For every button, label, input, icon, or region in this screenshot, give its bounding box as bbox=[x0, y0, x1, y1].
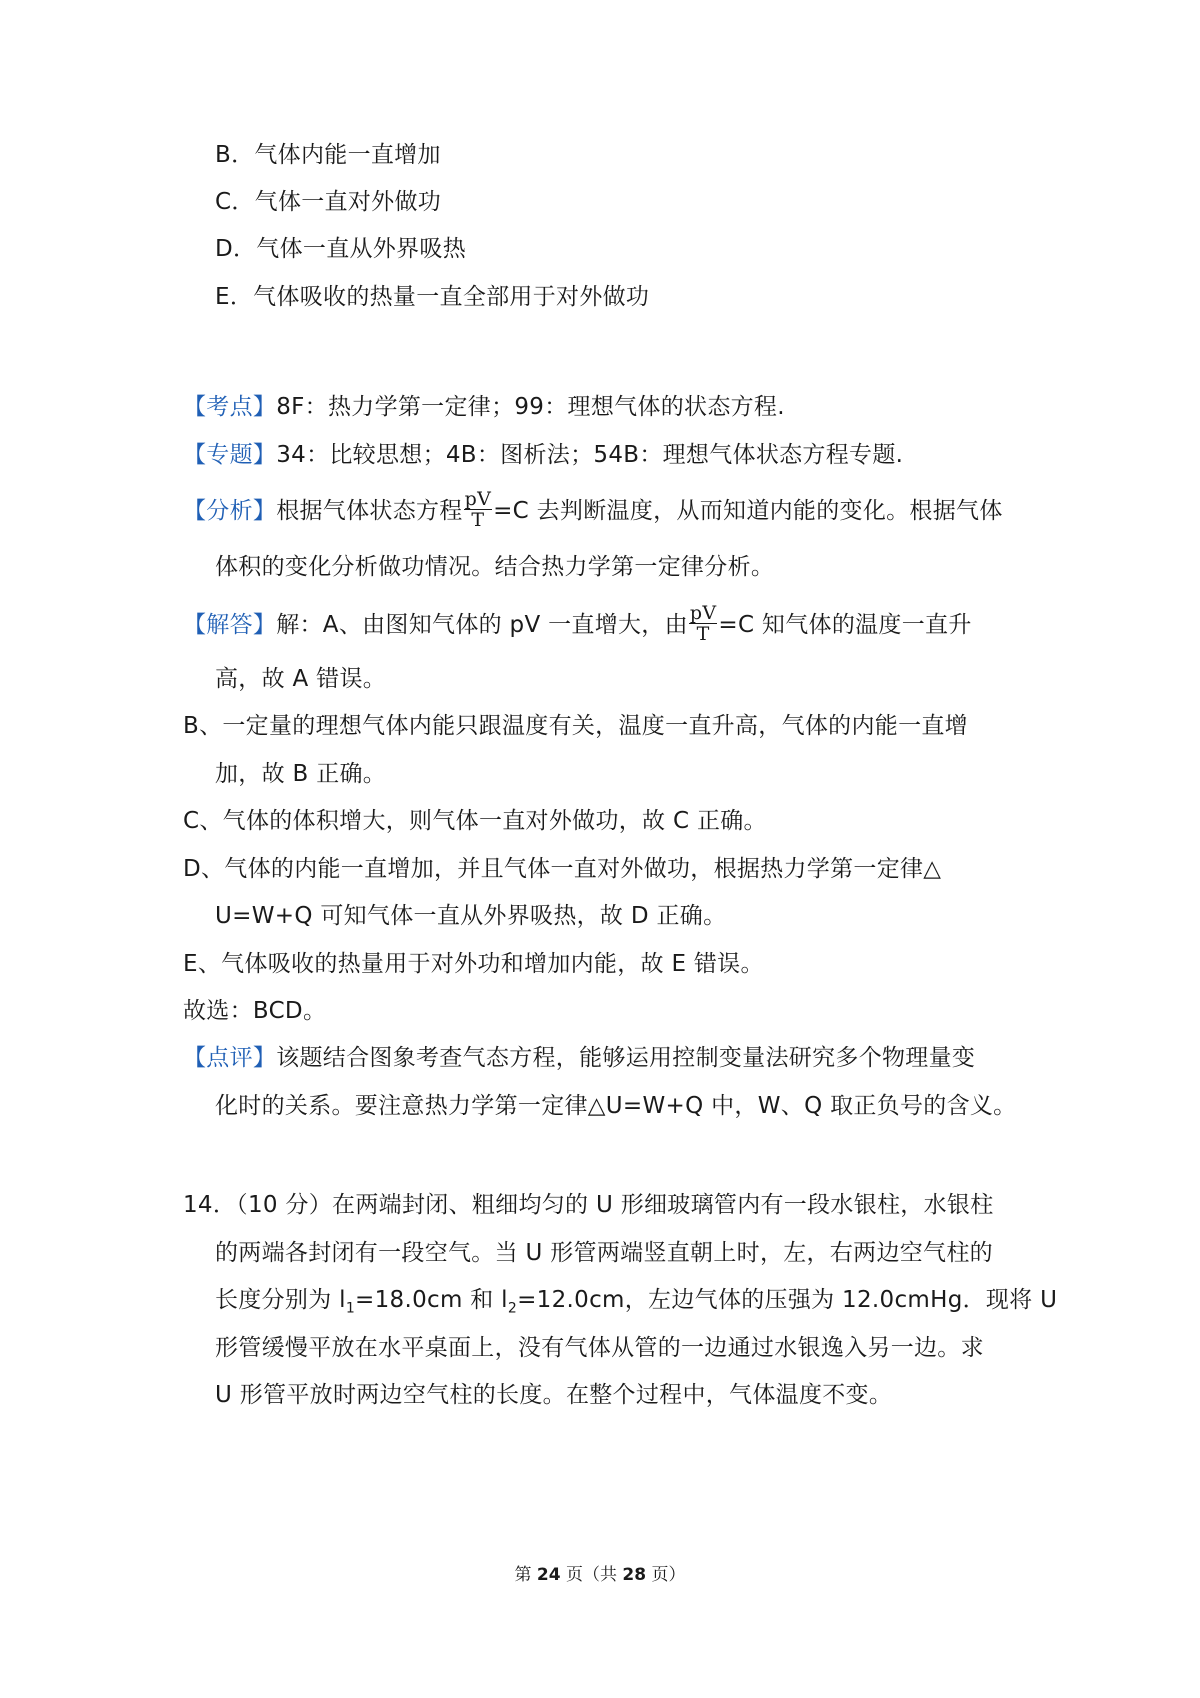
q14-line5: U 形管平放时两边空气柱的长度。在整个过程中，气体温度不变。 bbox=[215, 1382, 893, 1408]
footer-total-pages: 28 bbox=[622, 1565, 647, 1585]
footer-mid: 页（共 bbox=[566, 1565, 617, 1585]
kaodian-tag: 【考点】 bbox=[183, 394, 277, 420]
q14-line2: 的两端各封闭有一段空气。当 U 形管两端竖直朝上时，左，右两边空气柱的 bbox=[215, 1240, 993, 1266]
jieda-frac-num: pV bbox=[689, 602, 717, 624]
fenxi-frac-den: T bbox=[471, 509, 485, 531]
footer-page-number: 24 bbox=[536, 1565, 561, 1585]
jieda-line2: 高，故 A 错误。 bbox=[215, 666, 387, 692]
jieda-frac-den: T bbox=[696, 623, 710, 645]
dianping-line2: 化时的关系。要注意热力学第一定律△U=W+Q 中，W、Q 取正负号的含义。 bbox=[215, 1093, 1017, 1119]
jieda-line bbox=[183, 602, 972, 646]
dianping-tag: 【点评】 bbox=[183, 1045, 277, 1071]
jieda-tag: 【解答】 bbox=[183, 612, 277, 638]
page-footer bbox=[0, 1560, 1200, 1585]
q14-line3-a: 长度分别为 l bbox=[215, 1287, 346, 1313]
jieda-fraction bbox=[689, 603, 717, 644]
kaodian-line bbox=[183, 392, 785, 422]
option-c: C．气体一直对外做功 bbox=[215, 189, 442, 215]
fenxi-line bbox=[183, 488, 1003, 532]
zhuanti-text: 34：比较思想；4B：图析法；54B：理想气体状态方程专题. bbox=[276, 442, 904, 468]
jieda-d2: U=W+Q 可知气体一直从外界吸热，故 D 正确。 bbox=[215, 903, 727, 929]
option-b: B．气体内能一直增加 bbox=[215, 142, 441, 168]
jieda-e1: E、气体吸收的热量用于对外功和增加内能，故 E 错误。 bbox=[183, 951, 764, 977]
q14-sub2: 2 bbox=[507, 1300, 518, 1317]
fenxi-fraction bbox=[464, 489, 492, 530]
jieda-answer: 故选：BCD。 bbox=[183, 998, 327, 1024]
zhuanti-line bbox=[183, 440, 903, 470]
fenxi-frac-num: pV bbox=[464, 488, 492, 510]
q14-line3-b: =18.0cm 和 l bbox=[355, 1287, 508, 1313]
kaodian-text: 8F：热力学第一定律；99：理想气体的状态方程. bbox=[276, 394, 785, 420]
q14-line4: 形管缓慢平放在水平桌面上，没有气体从管的一边通过水银逸入另一边。求 bbox=[215, 1335, 984, 1361]
dianping-text: 该题结合图象考查气态方程，能够运用控制变量法研究多个物理量变 bbox=[276, 1045, 976, 1071]
jieda-b1: B、一定量的理想气体内能只跟温度有关，温度一直升高，气体的内能一直增 bbox=[183, 713, 968, 739]
jieda-text-after: =C 知气体的温度一直升 bbox=[718, 612, 972, 638]
fenxi-text-before: 根据气体状态方程 bbox=[276, 498, 463, 524]
q14-sub1: 1 bbox=[345, 1300, 356, 1317]
q14-line3-c: =12.0cm，左边气体的压强为 12.0cmHg．现将 U bbox=[517, 1287, 1058, 1313]
footer-pre: 第 bbox=[514, 1565, 532, 1585]
footer-post: 页） bbox=[651, 1565, 686, 1585]
jieda-b2: 加，故 B 正确。 bbox=[215, 761, 387, 787]
jieda-c1: C、气体的体积增大，则气体一直对外做功，故 C 正确。 bbox=[183, 808, 767, 834]
fenxi-line2: 体积的变化分析做功情况。结合热力学第一定律分析。 bbox=[215, 554, 775, 580]
dianping-line bbox=[183, 1043, 975, 1073]
zhuanti-tag: 【专题】 bbox=[183, 442, 277, 468]
option-e: E．气体吸收的热量一直全部用于对外做功 bbox=[215, 284, 650, 310]
jieda-text-before: 解：A、由图知气体的 pV 一直增大，由 bbox=[276, 612, 688, 638]
fenxi-tag: 【分析】 bbox=[183, 498, 277, 524]
option-d: D．气体一直从外界吸热 bbox=[215, 236, 467, 262]
jieda-d1: D、气体的内能一直增加，并且气体一直对外做功，根据热力学第一定律△ bbox=[183, 856, 942, 882]
fenxi-text-after: =C 去判断温度，从而知道内能的变化。根据气体 bbox=[493, 498, 1003, 524]
q14-line1: 14．（10 分）在两端封闭、粗细均匀的 U 形细玻璃管内有一段水银柱，水银柱 bbox=[183, 1192, 994, 1218]
q14-line3 bbox=[215, 1285, 1057, 1324]
